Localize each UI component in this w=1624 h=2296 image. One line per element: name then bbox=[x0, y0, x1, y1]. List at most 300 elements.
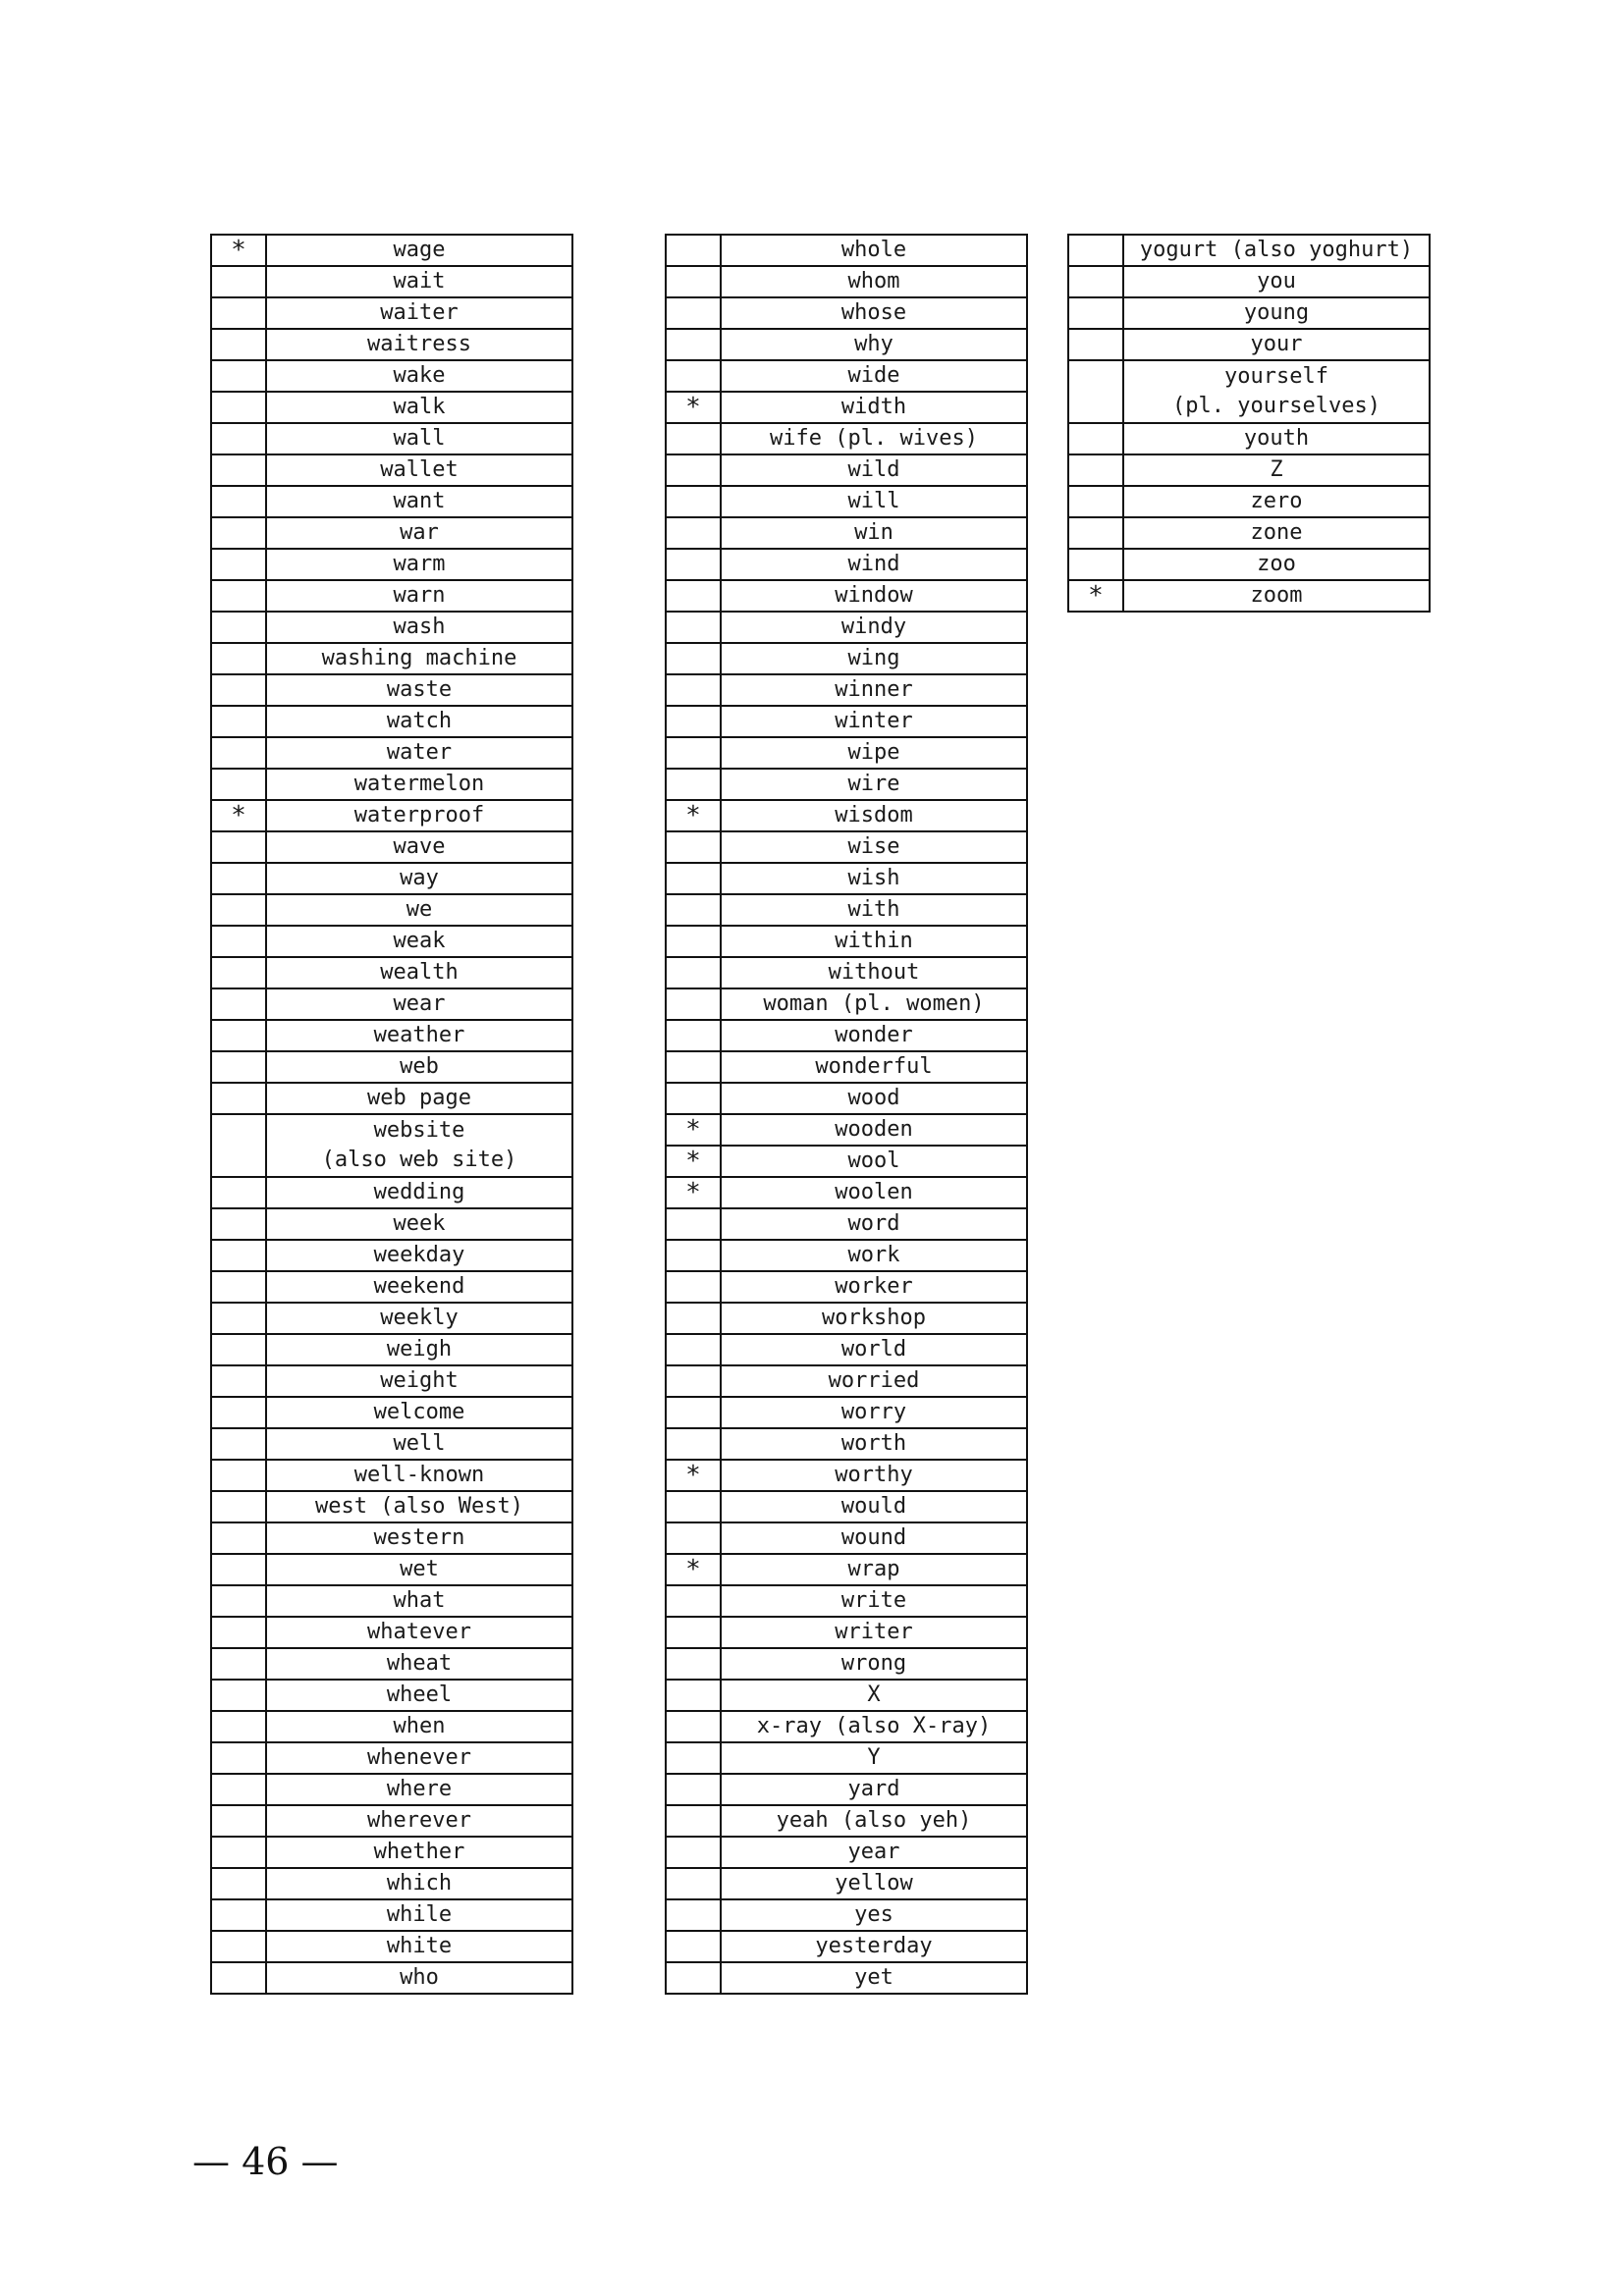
table-row bbox=[211, 1334, 572, 1365]
word-cell bbox=[266, 549, 572, 580]
asterisk-mark-cell bbox=[211, 1020, 266, 1051]
asterisk-mark-cell bbox=[666, 1648, 721, 1680]
table-row bbox=[666, 1020, 1027, 1051]
word-cell bbox=[1123, 297, 1430, 329]
asterisk-mark-cell bbox=[666, 831, 721, 863]
word-cell bbox=[721, 988, 1027, 1020]
table-row bbox=[666, 360, 1027, 392]
table-row bbox=[1068, 486, 1430, 517]
asterisk-mark-cell bbox=[211, 894, 266, 926]
table-row bbox=[666, 612, 1027, 643]
word-text: weight bbox=[380, 1368, 459, 1393]
table-row bbox=[211, 1240, 572, 1271]
table-row bbox=[666, 1303, 1027, 1334]
asterisk-mark-cell bbox=[211, 423, 266, 454]
asterisk-mark-cell bbox=[211, 329, 266, 360]
asterisk-mark-cell bbox=[1068, 266, 1123, 297]
table-row bbox=[666, 1271, 1027, 1303]
table-row bbox=[211, 1742, 572, 1774]
table-row bbox=[666, 1146, 1027, 1177]
asterisk-mark-cell bbox=[211, 988, 266, 1020]
word-cell bbox=[266, 329, 572, 360]
asterisk-mark-cell bbox=[666, 1020, 721, 1051]
table-row bbox=[666, 1397, 1027, 1428]
word-cell bbox=[266, 454, 572, 486]
table-row bbox=[666, 1051, 1027, 1083]
word-text: weigh bbox=[386, 1337, 453, 1362]
word-text: worried bbox=[828, 1368, 920, 1393]
word-text: zoom bbox=[1250, 583, 1303, 608]
word-text: whose bbox=[840, 300, 907, 325]
word-text: water bbox=[386, 740, 453, 765]
word-cell bbox=[266, 486, 572, 517]
table-row bbox=[666, 1177, 1027, 1208]
table-row bbox=[211, 486, 572, 517]
word-text: waterproof bbox=[353, 803, 485, 828]
word-text: who bbox=[400, 1965, 439, 1990]
vocabulary-table-column-1 bbox=[210, 234, 573, 1995]
word-cell bbox=[721, 1460, 1027, 1491]
asterisk-mark-cell bbox=[211, 643, 266, 674]
word-cell bbox=[721, 517, 1027, 549]
word-cell bbox=[721, 1648, 1027, 1680]
word-text: well bbox=[393, 1431, 446, 1456]
asterisk-mark-cell bbox=[1068, 235, 1123, 266]
word-text: weekday bbox=[373, 1243, 465, 1267]
word-cell bbox=[266, 580, 572, 612]
word-cell bbox=[266, 988, 572, 1020]
table-row bbox=[666, 674, 1027, 706]
word-cell bbox=[721, 1931, 1027, 1962]
word-text: walk bbox=[393, 395, 446, 419]
word-text: when bbox=[393, 1714, 446, 1738]
asterisk-mark-cell bbox=[211, 1931, 266, 1962]
asterisk-mark-cell bbox=[666, 612, 721, 643]
word-text: why bbox=[854, 332, 893, 356]
word-cell bbox=[266, 1805, 572, 1837]
asterisk-mark-cell bbox=[1068, 329, 1123, 360]
word-cell bbox=[266, 1114, 572, 1177]
word-cell bbox=[266, 1334, 572, 1365]
asterisk-mark-cell bbox=[211, 737, 266, 769]
word-cell bbox=[266, 1208, 572, 1240]
word-cell bbox=[266, 1868, 572, 1899]
asterisk-mark-cell bbox=[211, 1742, 266, 1774]
word-text: winter bbox=[835, 709, 913, 733]
word-text: yogurt (also yoghurt) bbox=[1139, 238, 1414, 262]
word-cell bbox=[1123, 486, 1430, 517]
word-text: writer bbox=[835, 1620, 913, 1644]
word-text: wild bbox=[847, 457, 900, 482]
table-row bbox=[666, 894, 1027, 926]
table-row bbox=[211, 1491, 572, 1522]
word-cell bbox=[266, 423, 572, 454]
asterisk-mark-cell: * bbox=[211, 235, 266, 266]
table-row bbox=[666, 517, 1027, 549]
word-cell bbox=[721, 1365, 1027, 1397]
vocabulary-table-column-2 bbox=[665, 234, 1028, 1995]
table-row bbox=[666, 486, 1027, 517]
table-row bbox=[1068, 517, 1430, 549]
table-row bbox=[211, 1680, 572, 1711]
table-row bbox=[666, 1837, 1027, 1868]
asterisk-mark-cell bbox=[666, 1742, 721, 1774]
table-row bbox=[211, 1051, 572, 1083]
word-cell bbox=[266, 1397, 572, 1428]
word-cell bbox=[266, 1083, 572, 1114]
asterisk-mark-cell bbox=[666, 1051, 721, 1083]
table-row bbox=[666, 1617, 1027, 1648]
table-row bbox=[211, 1365, 572, 1397]
word-text: Z bbox=[1270, 457, 1283, 482]
table-row bbox=[211, 266, 572, 297]
table-row bbox=[666, 580, 1027, 612]
asterisk-mark-cell bbox=[666, 1083, 721, 1114]
word-text: x-ray (also X-ray) bbox=[756, 1714, 992, 1738]
table-row bbox=[666, 235, 1027, 266]
word-text: wife (pl. wives) bbox=[770, 426, 978, 451]
table-row bbox=[666, 1522, 1027, 1554]
word-cell bbox=[1123, 329, 1430, 360]
word-text: wide bbox=[847, 363, 900, 388]
word-text: warm bbox=[393, 552, 446, 576]
asterisk-mark-cell bbox=[211, 360, 266, 392]
asterisk-mark-cell: * bbox=[666, 1114, 721, 1146]
word-text: write bbox=[840, 1588, 907, 1613]
word-text: work bbox=[847, 1243, 900, 1267]
asterisk-mark-cell bbox=[666, 926, 721, 957]
word-cell bbox=[721, 1177, 1027, 1208]
table-row bbox=[211, 1962, 572, 1994]
asterisk-mark-cell bbox=[211, 1051, 266, 1083]
word-cell bbox=[266, 1491, 572, 1522]
table-row bbox=[666, 1428, 1027, 1460]
asterisk-mark-cell bbox=[211, 1648, 266, 1680]
word-text: worth bbox=[840, 1431, 907, 1456]
asterisk-mark-cell: * bbox=[666, 1146, 721, 1177]
table-row bbox=[666, 1114, 1027, 1146]
asterisk-mark-cell bbox=[666, 643, 721, 674]
table-row bbox=[666, 1805, 1027, 1837]
word-cell bbox=[721, 1083, 1027, 1114]
table-row bbox=[211, 549, 572, 580]
vocabulary-table-column-3 bbox=[1067, 234, 1431, 613]
asterisk-mark-cell bbox=[666, 894, 721, 926]
word-cell bbox=[721, 423, 1027, 454]
table-row bbox=[211, 297, 572, 329]
word-cell bbox=[266, 235, 572, 266]
word-cell bbox=[721, 549, 1027, 580]
table-row bbox=[666, 643, 1027, 674]
word-text: web page bbox=[367, 1086, 471, 1110]
word-text: wise bbox=[847, 834, 900, 859]
word-text: wipe bbox=[847, 740, 900, 765]
table-row bbox=[211, 1271, 572, 1303]
asterisk-mark-cell bbox=[666, 1931, 721, 1962]
word-cell bbox=[1123, 235, 1430, 266]
word-cell bbox=[721, 674, 1027, 706]
table-row bbox=[211, 1177, 572, 1208]
word-text: warn bbox=[393, 583, 446, 608]
word-text: wool bbox=[847, 1148, 900, 1173]
table-row bbox=[666, 454, 1027, 486]
table-row bbox=[211, 1648, 572, 1680]
asterisk-mark-cell bbox=[666, 1680, 721, 1711]
word-text: wallet bbox=[380, 457, 459, 482]
word-text: week bbox=[393, 1211, 446, 1236]
table-row bbox=[666, 1648, 1027, 1680]
word-text: your bbox=[1250, 332, 1303, 356]
word-cell bbox=[266, 1428, 572, 1460]
word-cell bbox=[721, 1899, 1027, 1931]
table-row bbox=[211, 329, 572, 360]
table-row bbox=[211, 831, 572, 863]
word-cell bbox=[721, 1271, 1027, 1303]
word-text: without bbox=[828, 960, 920, 985]
word-cell bbox=[266, 1931, 572, 1962]
table-row bbox=[1068, 266, 1430, 297]
asterisk-mark-cell bbox=[211, 1774, 266, 1805]
asterisk-mark-cell bbox=[666, 1271, 721, 1303]
asterisk-mark-cell: * bbox=[211, 800, 266, 831]
word-text: wedding bbox=[373, 1180, 465, 1204]
word-cell bbox=[721, 1742, 1027, 1774]
word-text: yesterday bbox=[815, 1934, 933, 1958]
word-text: wish bbox=[847, 866, 900, 890]
word-text: will bbox=[847, 489, 900, 513]
word-text: whenever bbox=[367, 1745, 471, 1770]
asterisk-mark-cell bbox=[666, 1428, 721, 1460]
word-cell bbox=[266, 831, 572, 863]
asterisk-mark-cell bbox=[211, 1837, 266, 1868]
word-text: zoo bbox=[1257, 552, 1296, 576]
word-text: X bbox=[867, 1682, 881, 1707]
asterisk-mark-cell bbox=[666, 329, 721, 360]
word-note-text: (also web site) bbox=[321, 1148, 517, 1172]
table-row bbox=[211, 517, 572, 549]
table-row bbox=[211, 926, 572, 957]
word-cell bbox=[266, 360, 572, 392]
asterisk-mark-cell bbox=[1068, 486, 1123, 517]
word-cell bbox=[721, 1522, 1027, 1554]
word-text: wheel bbox=[386, 1682, 453, 1707]
word-text: wonder bbox=[835, 1023, 913, 1047]
word-text: way bbox=[400, 866, 439, 890]
word-text: web bbox=[400, 1054, 439, 1079]
word-cell bbox=[1123, 580, 1430, 612]
word-text: youth bbox=[1243, 426, 1310, 451]
table-row bbox=[211, 1303, 572, 1334]
word-cell bbox=[266, 1962, 572, 1994]
word-cell bbox=[721, 926, 1027, 957]
word-cell bbox=[721, 1617, 1027, 1648]
word-cell bbox=[266, 957, 572, 988]
asterisk-mark-cell bbox=[211, 674, 266, 706]
asterisk-mark-cell bbox=[666, 297, 721, 329]
asterisk-mark-cell bbox=[211, 1491, 266, 1522]
word-text: whether bbox=[373, 1840, 465, 1864]
word-text: watermelon bbox=[353, 772, 485, 796]
table-row bbox=[666, 1334, 1027, 1365]
word-cell bbox=[721, 643, 1027, 674]
asterisk-mark-cell bbox=[211, 454, 266, 486]
word-text: width bbox=[840, 395, 907, 419]
asterisk-mark-cell bbox=[666, 737, 721, 769]
table-row bbox=[1068, 297, 1430, 329]
word-text: wash bbox=[393, 614, 446, 639]
asterisk-mark-cell bbox=[666, 1522, 721, 1554]
asterisk-mark-cell bbox=[666, 235, 721, 266]
table-row bbox=[666, 1680, 1027, 1711]
word-text: workshop bbox=[822, 1306, 926, 1330]
asterisk-mark-cell bbox=[211, 1962, 266, 1994]
table-row bbox=[666, 926, 1027, 957]
word-text: welcome bbox=[373, 1400, 465, 1424]
asterisk-mark-cell bbox=[666, 549, 721, 580]
table-row bbox=[211, 454, 572, 486]
word-text: within bbox=[835, 929, 913, 953]
word-text: watch bbox=[386, 709, 453, 733]
table-row bbox=[666, 329, 1027, 360]
word-text: wooden bbox=[835, 1117, 913, 1142]
word-text: you bbox=[1257, 269, 1296, 294]
word-text: woolen bbox=[835, 1180, 913, 1204]
asterisk-mark-cell bbox=[1068, 549, 1123, 580]
asterisk-mark-cell bbox=[666, 988, 721, 1020]
table-row bbox=[1068, 329, 1430, 360]
word-text: weak bbox=[393, 929, 446, 953]
word-cell bbox=[721, 1303, 1027, 1334]
word-text: where bbox=[386, 1777, 453, 1801]
table-row bbox=[211, 1585, 572, 1617]
word-cell bbox=[721, 297, 1027, 329]
word-cell bbox=[721, 1334, 1027, 1365]
asterisk-mark-cell: * bbox=[1068, 580, 1123, 612]
word-cell bbox=[721, 454, 1027, 486]
asterisk-mark-cell: * bbox=[666, 1554, 721, 1585]
word-cell bbox=[266, 769, 572, 800]
asterisk-mark-cell bbox=[666, 1365, 721, 1397]
asterisk-mark-cell bbox=[666, 423, 721, 454]
word-cell bbox=[266, 1271, 572, 1303]
word-cell bbox=[721, 580, 1027, 612]
word-text: worker bbox=[835, 1274, 913, 1299]
asterisk-mark-cell bbox=[211, 1397, 266, 1428]
word-text: yellow bbox=[835, 1871, 913, 1896]
table-row bbox=[211, 1931, 572, 1962]
asterisk-mark-cell bbox=[211, 1114, 266, 1177]
word-cell bbox=[721, 831, 1027, 863]
asterisk-mark-cell bbox=[211, 266, 266, 297]
asterisk-mark-cell bbox=[211, 1240, 266, 1271]
asterisk-mark-cell bbox=[1068, 423, 1123, 454]
asterisk-mark-cell: * bbox=[666, 392, 721, 423]
word-cell bbox=[1123, 454, 1430, 486]
word-text: wood bbox=[847, 1086, 900, 1110]
word-cell bbox=[266, 1711, 572, 1742]
asterisk-mark-cell bbox=[211, 1680, 266, 1711]
word-cell bbox=[721, 1680, 1027, 1711]
asterisk-mark-cell bbox=[211, 1428, 266, 1460]
word-cell bbox=[266, 1240, 572, 1271]
asterisk-mark-cell bbox=[666, 1303, 721, 1334]
table-row bbox=[211, 769, 572, 800]
word-cell bbox=[721, 1146, 1027, 1177]
word-text: woman (pl. women) bbox=[763, 991, 985, 1016]
asterisk-mark-cell bbox=[211, 1617, 266, 1648]
word-cell bbox=[721, 1208, 1027, 1240]
word-cell bbox=[721, 1491, 1027, 1522]
asterisk-mark-cell bbox=[211, 957, 266, 988]
table-row bbox=[211, 894, 572, 926]
word-text: weekend bbox=[373, 1274, 465, 1299]
asterisk-mark-cell bbox=[211, 1805, 266, 1837]
word-cell bbox=[721, 1020, 1027, 1051]
table-row bbox=[666, 1208, 1027, 1240]
table-row bbox=[666, 297, 1027, 329]
table-row bbox=[211, 988, 572, 1020]
table-row bbox=[211, 1899, 572, 1931]
asterisk-mark-cell bbox=[211, 517, 266, 549]
word-text: with bbox=[847, 897, 900, 922]
word-cell bbox=[721, 612, 1027, 643]
word-cell bbox=[721, 1240, 1027, 1271]
word-text: win bbox=[854, 520, 893, 545]
asterisk-mark-cell bbox=[666, 1962, 721, 1994]
table-row bbox=[666, 423, 1027, 454]
asterisk-mark-cell bbox=[211, 392, 266, 423]
word-cell bbox=[266, 392, 572, 423]
word-text: west (also West) bbox=[315, 1494, 523, 1519]
table-row bbox=[211, 1617, 572, 1648]
word-cell bbox=[266, 1554, 572, 1585]
word-text: waste bbox=[386, 677, 453, 702]
word-cell bbox=[266, 706, 572, 737]
word-text: yeah (also yeh) bbox=[776, 1808, 972, 1833]
word-cell bbox=[1123, 266, 1430, 297]
word-cell bbox=[721, 1554, 1027, 1585]
word-note-text: (pl. yourselves) bbox=[1172, 394, 1380, 418]
table-row bbox=[211, 1083, 572, 1114]
asterisk-mark-cell bbox=[666, 1208, 721, 1240]
asterisk-mark-cell bbox=[1068, 454, 1123, 486]
table-row bbox=[211, 1774, 572, 1805]
word-text: wonderful bbox=[815, 1054, 933, 1079]
word-text: year bbox=[847, 1840, 900, 1864]
word-text: wall bbox=[393, 426, 446, 451]
word-text: wear bbox=[393, 991, 446, 1016]
page-number: — 46 — bbox=[192, 2140, 339, 2183]
table-row bbox=[666, 863, 1027, 894]
table-row bbox=[666, 706, 1027, 737]
asterisk-mark-cell bbox=[666, 1240, 721, 1271]
word-text: washing machine bbox=[321, 646, 517, 670]
word-cell bbox=[266, 612, 572, 643]
table-row bbox=[666, 266, 1027, 297]
asterisk-mark-cell bbox=[211, 612, 266, 643]
word-cell bbox=[266, 1460, 572, 1491]
word-cell bbox=[266, 1680, 572, 1711]
word-text: well-known bbox=[353, 1463, 485, 1487]
asterisk-mark-cell bbox=[666, 706, 721, 737]
table-row bbox=[211, 643, 572, 674]
word-cell bbox=[1123, 517, 1430, 549]
word-text: what bbox=[393, 1588, 446, 1613]
word-cell bbox=[721, 1805, 1027, 1837]
word-cell bbox=[266, 1837, 572, 1868]
word-cell bbox=[721, 360, 1027, 392]
word-cell bbox=[266, 1365, 572, 1397]
